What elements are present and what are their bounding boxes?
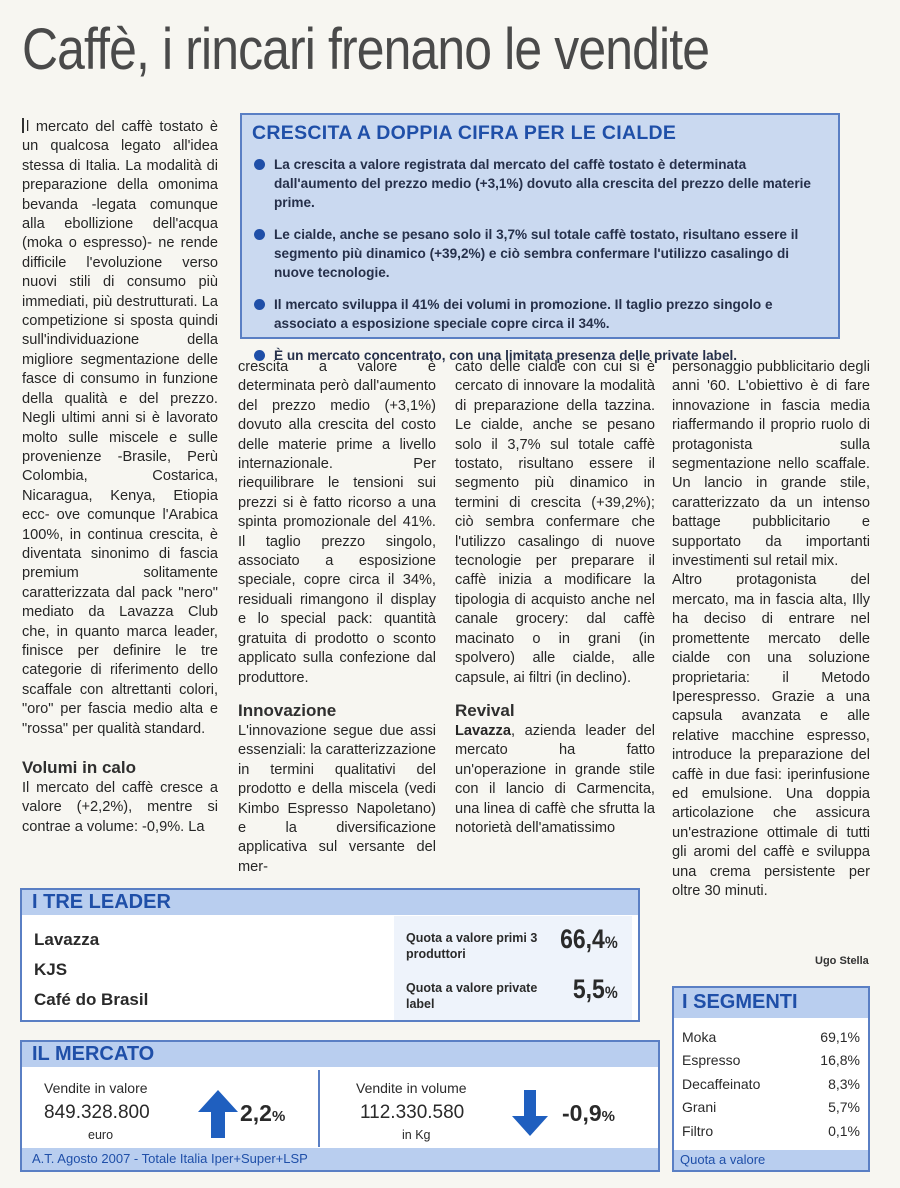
segment-label: Filtro (682, 1123, 714, 1139)
crescita-title: CRESCITA A DOPPIA CIFRA PER LE CIALDE (252, 122, 677, 144)
vendite-valore-cell (22, 1070, 320, 1147)
quota-value-number: 5,5 (573, 974, 606, 1004)
heading-revival: Revival (455, 700, 515, 720)
mercato-box (20, 1040, 660, 1172)
paragraph-personaggio: personaggio pubblicitario degli anni '60. L'obiettivo è di fare innovazione in fascia media riaffermando il proprio ruolo di protagonista sulla segmentazione nello scaffale. Un lancio in grande stile, caratterizzato da un intenso battage pubblicitario e supportato da importanti investimenti sul retail mix. (672, 359, 870, 570)
article-title: Caffè, i rincari frenano le vendite (22, 17, 710, 82)
vendite-volume-pct (562, 1100, 615, 1127)
segmenti-box (672, 986, 870, 1172)
paragraph-volumi: Il mercato del caffè cresce a valore (+2,2%), mentre si contrae a volume: -0,9%. La (22, 780, 218, 835)
vendite-volume-cell (320, 1070, 638, 1147)
segment-label: Grani (682, 1099, 717, 1115)
paragraph-intro-text: l mercato del caffè tostato è un qualcosa legato all'idea stessa di Italia. La modalità di preparazione della omonima bevanda -legata comunque alla ebollizione dell'acqua (moka o espresso)- ne rende difficile l'evoluzione verso nuovi stili di consumo più immediati, più destrutturati. La competizione si sposta quindi sull'individuazione della migliore segmentazione delle fasce di consumo in funzione della qualità e del prezzo. Negli ultimi anni si è lavorato molto sulle miscele e sulle provenienze -Brasile, Perù Colombia, Costarica, Nicaragua, Kenya, Etiopia ecc- ove comunque l'Arabica 100%, in continua crescita, è diventata sinonimo di fascia premium solitamente caratterizzata dal pack "nero" mediato da Lavazza Club che, in quanto marca leader, finisce per definire le tre categorie di riferimento dello scaffale con altrettanti colori, "oro" per fascia medio alta e "rossa" per qualità standard. (22, 119, 218, 737)
crescita-item-text: Il mercato sviluppa il 41% dei volumi in promozione. Il taglio prezzo singolo e associato a esposizione speciale copre circa il 34%. (274, 297, 773, 331)
vendite-valore-label: Vendite in valore (44, 1080, 148, 1096)
vendite-volume-label: Vendite in volume (356, 1080, 467, 1096)
percent-sign: % (271, 1108, 286, 1125)
paragraph-prezzi: crescita a valore è determinata però dall'aumento del prezzo medio (+3,1%) dovuto alla crescita del costo delle materie prime a livello internazionale. Per riequilibrare le tensioni sui prezzi si è fatto ricorso a una spinta promozionale del 41%. Il taglio prezzo singolo, associato a esposizione speciale, copre circa il 34%, residuali rimangono il display e lo special pack: quantità gratuita di prodotto o sconto applicato sulla confezione dal produttore. (238, 359, 436, 686)
segment-row (682, 1119, 860, 1143)
vendite-volume-number: 112.330.580 (360, 1102, 465, 1123)
segment-label: Moka (682, 1029, 717, 1045)
leader-name: KJS (34, 960, 68, 979)
column-1 (22, 118, 218, 837)
pct-number: 2,2 (240, 1100, 272, 1126)
lavazza-bold: Lavazza (455, 722, 511, 739)
crescita-item (254, 295, 829, 333)
column-3 (455, 358, 655, 838)
leader-list (34, 925, 148, 1015)
segment-value: 5,7% (828, 1099, 860, 1115)
segment-value: 16,8% (820, 1052, 860, 1068)
paragraph-cialde: cato delle cialde con cui si è cercato di innovare la modalità di preparazione della tazzina. Le cialde, anche se pesano solo il 3,7% sul totale caffè tostato, risultano essere il segmento più dinamico in termini di crescita (+39,2%); ciò sembra confermare che l'utilizzo casalingo di nuove tecnologie per preparare il caffè inizia a modificare la tipologia di acquisto anche nel canale grocery: dal caffè macinato o in grani (in spolvero) alle cialde, alle capsule, ai filtri (in declino). (455, 359, 655, 686)
bullet-icon (254, 159, 265, 170)
quota-value (573, 974, 618, 1005)
paragraph-innovazione: L'innovazione segue due assi essenziali: la caratterizzazione in termini qualitativi del prodotto e della miscela (vedi Kimbo Espresso Napoletano) e la diversificazione applicativa sul versante del mer- (238, 722, 436, 875)
segment-row (682, 1072, 860, 1096)
arrow-up-icon (198, 1090, 238, 1138)
crescita-item (254, 155, 829, 212)
paragraph-illy: Altro protagonista del mercato, ma in fascia alta, Illy ha deciso di entrare nel promettente mercato delle cialde con una soluzione proprietaria: il Metodo Iperespresso. Grazie a una capsula avanzata e alle relative macchine espresso, introduce la preparazione del caffè in due fasi: iperinfusione ed emulsione. Una doppia articolazione che assicura un'estrazione ottimale di tutti gli aromi del caffè e sviluppa una crema persistente per oltre 30 minuti. (672, 572, 870, 899)
crescita-item-text: Le cialde, anche se pesano solo il 3,7% sul totale caffè tostato, risultano essere il segmento più dinamico (+39,2%) e ciò sembra confermare l'utilizzo casalingo di nuove tecnologie. (274, 227, 799, 280)
percent-sign: % (601, 1108, 615, 1125)
column-4 (672, 358, 870, 901)
percent-sign: % (605, 983, 618, 1002)
vendite-valore-pct (240, 1100, 285, 1127)
percent-sign: % (605, 933, 618, 952)
segmenti-title: I SEGMENTI (674, 988, 868, 1018)
mercato-footer: A.T. Agosto 2007 - Totale Italia Iper+Super+LSP (22, 1148, 658, 1170)
leader-name: Lavazza (34, 930, 100, 949)
leader-box (20, 888, 640, 1022)
bullet-icon (254, 229, 265, 240)
segment-value: 8,3% (828, 1076, 860, 1092)
segmenti-footer: Quota a valore (674, 1150, 868, 1170)
segment-row (682, 1048, 860, 1072)
leader-title: I TRE LEADER (22, 890, 638, 915)
segment-value: 69,1% (820, 1029, 860, 1045)
quota-label: Quota a valore primi 3 produttori (406, 931, 538, 961)
segment-row (682, 1095, 860, 1119)
signature: Ugo Stella (815, 955, 869, 967)
crescita-list (254, 155, 829, 378)
bullet-icon (254, 299, 265, 310)
segment-label: Decaffeinato (682, 1076, 761, 1092)
heading-volumi: Volumi in calo (22, 758, 136, 777)
quota-panel (394, 916, 632, 1020)
pct-number: -0,9 (562, 1100, 602, 1126)
crescita-item (254, 225, 829, 282)
quota-value (560, 924, 618, 955)
paragraph-revival (455, 722, 655, 838)
quota-label: Quota a valore private label (406, 981, 538, 1011)
leader-name: Café do Brasil (34, 990, 149, 1009)
quota-value-number: 66,4 (560, 924, 606, 954)
mercato-title: IL MERCATO (22, 1042, 658, 1067)
crescita-item-text: La crescita a valore registrata dal mercato del caffè tostato è determinata dall'aumento del prezzo medio (+3,1%) dovuto alla crescita del prezzo delle materie prime. (274, 157, 811, 210)
vendite-volume-unit: in Kg (402, 1128, 431, 1142)
dropcap-bar (22, 118, 24, 133)
vendite-valore-number: 849.328.800 (44, 1102, 150, 1123)
crescita-box (240, 113, 840, 363)
vendite-valore-unit: euro (88, 1128, 114, 1142)
arrow-down-icon (512, 1090, 548, 1136)
column-2 (238, 358, 436, 877)
segment-row (682, 1025, 860, 1049)
paragraph-revival-text: , azienda leader del mercato ha fatto un'operazione in grande stile con il lancio di Carmencita, una linea di caffè che sfrutta la notorietà dell'amatissimo (455, 722, 655, 836)
crescita-item-text: È un mercato concentrato, con una limitata presenza delle private label. (274, 348, 738, 363)
paragraph-intro (22, 118, 218, 739)
segment-value: 0,1% (828, 1123, 860, 1139)
heading-innovazione: Innovazione (238, 700, 337, 720)
segment-label: Espresso (682, 1052, 741, 1068)
